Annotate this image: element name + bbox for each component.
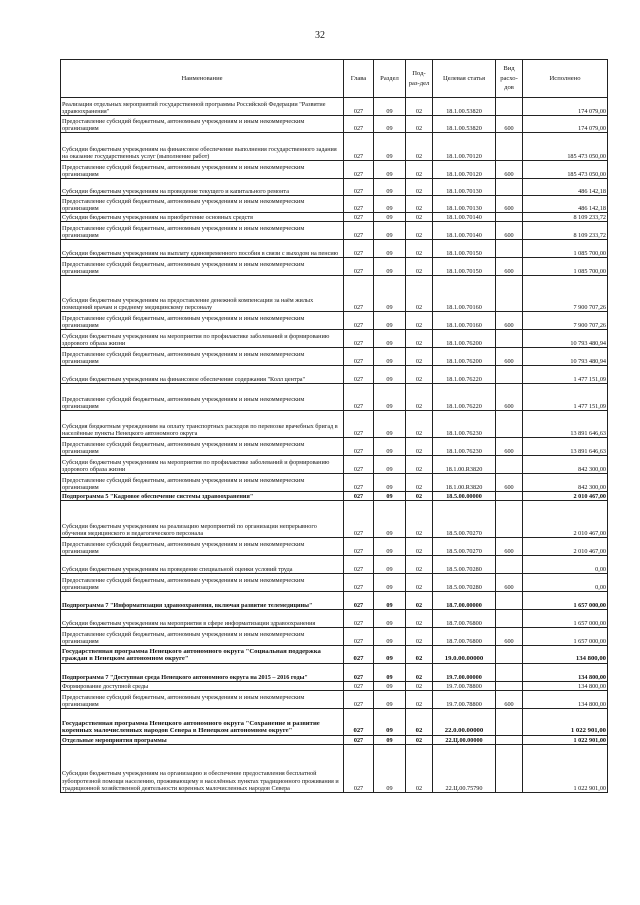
cell-glava: 027 [344, 133, 374, 161]
cell-razdel: 09 [374, 366, 406, 384]
cell-executed: 1 477 151,09 [523, 366, 608, 384]
cell-name: Предоставление субсидий бюджетным, автономным учреждениям и иным некоммерческим организациям [61, 474, 344, 492]
table-row [61, 116, 608, 133]
cell-name: Субсидии бюджетным учреждениям на предоставление денежной компенсации за наём жилых помещений врачам и среднему медицинскому персоналу [61, 276, 344, 312]
cell-glava: 027 [344, 258, 374, 276]
table-row [61, 610, 608, 628]
cell-expense-type [496, 133, 523, 161]
cell-target-article: 18.1.00.53820 [433, 116, 496, 133]
cell-razdel: 09 [374, 411, 406, 438]
cell-glava: 027 [344, 538, 374, 556]
header-podrazdel: Под-раз-дел [406, 60, 433, 98]
table-row [61, 161, 608, 179]
cell-name: Подпрограмма 7 "Доступная среда Ненецкого автономного округа на 2015 – 2016 годы" [61, 664, 344, 682]
cell-podrazdel: 02 [406, 179, 433, 196]
header-executed: Исполнено [523, 60, 608, 98]
cell-expense-type: 600 [496, 538, 523, 556]
cell-glava: 027 [344, 556, 374, 574]
cell-glava: 027 [344, 438, 374, 456]
cell-razdel: 09 [374, 161, 406, 179]
cell-podrazdel: 02 [406, 538, 433, 556]
cell-podrazdel: 02 [406, 222, 433, 240]
budget-table [60, 59, 608, 793]
table-row [61, 691, 608, 709]
cell-target-article: 19.7.00.00000 [433, 664, 496, 682]
cell-target-article: 18.1.00.70130 [433, 179, 496, 196]
table-row [61, 628, 608, 646]
cell-podrazdel: 02 [406, 133, 433, 161]
table-row [61, 98, 608, 116]
cell-expense-type [496, 240, 523, 258]
cell-glava: 027 [344, 492, 374, 501]
cell-glava: 027 [344, 646, 374, 664]
cell-target-article: 18.1.00.70150 [433, 258, 496, 276]
table-row [61, 222, 608, 240]
cell-razdel: 09 [374, 682, 406, 691]
cell-podrazdel: 02 [406, 574, 433, 592]
cell-executed: 0,00 [523, 574, 608, 592]
table-row [61, 213, 608, 222]
cell-expense-type [496, 456, 523, 474]
table-row [61, 456, 608, 474]
cell-executed: 10 793 480,94 [523, 330, 608, 348]
cell-executed: 174 079,00 [523, 116, 608, 133]
cell-glava: 027 [344, 592, 374, 610]
cell-target-article: 18.7.00.00000 [433, 592, 496, 610]
cell-glava: 027 [344, 276, 374, 312]
cell-name: Отдельные мероприятия программы [61, 736, 344, 745]
cell-expense-type [496, 736, 523, 745]
cell-razdel: 09 [374, 276, 406, 312]
table-row [61, 196, 608, 213]
cell-podrazdel: 02 [406, 384, 433, 411]
cell-expense-type: 600 [496, 628, 523, 646]
cell-executed: 8 109 233,72 [523, 213, 608, 222]
cell-podrazdel: 02 [406, 682, 433, 691]
header-expense-type: Вид расхо-дов [496, 60, 523, 98]
cell-executed: 134 800,00 [523, 664, 608, 682]
cell-glava: 027 [344, 116, 374, 133]
cell-target-article: 22.Ц.00.00000 [433, 736, 496, 745]
cell-target-article: 18.7.00.76800 [433, 610, 496, 628]
cell-name: Субсидии бюджетным учреждениям на мероприятия по профилактике заболеваний и формированию здорового образа жизни [61, 456, 344, 474]
cell-executed: 134 800,00 [523, 691, 608, 709]
cell-razdel: 09 [374, 213, 406, 222]
cell-razdel: 09 [374, 745, 406, 793]
cell-glava: 027 [344, 628, 374, 646]
cell-name: Подпрограмма 5 "Кадровое обеспечение системы здравоохранения" [61, 492, 344, 501]
cell-target-article: 22.Ц.00.75790 [433, 745, 496, 793]
cell-target-article: 18.1.00.70120 [433, 161, 496, 179]
cell-expense-type: 600 [496, 196, 523, 213]
cell-razdel: 09 [374, 133, 406, 161]
cell-target-article: 18.1.00.76230 [433, 411, 496, 438]
cell-expense-type [496, 501, 523, 538]
cell-executed: 185 473 050,00 [523, 133, 608, 161]
cell-name: Предоставление субсидий бюджетным, автономным учреждениям и иным некоммерческим организациям [61, 312, 344, 330]
cell-expense-type: 600 [496, 691, 523, 709]
cell-expense-type: 600 [496, 116, 523, 133]
table-row [61, 492, 608, 501]
cell-podrazdel: 02 [406, 116, 433, 133]
cell-glava: 027 [344, 610, 374, 628]
cell-razdel: 09 [374, 330, 406, 348]
cell-executed: 0,00 [523, 556, 608, 574]
cell-podrazdel: 02 [406, 736, 433, 745]
table-row [61, 574, 608, 592]
cell-expense-type [496, 682, 523, 691]
cell-executed: 2 010 467,00 [523, 492, 608, 501]
cell-glava: 027 [344, 411, 374, 438]
cell-expense-type: 600 [496, 312, 523, 330]
cell-razdel: 09 [374, 736, 406, 745]
cell-target-article: 18.1.00.R3820 [433, 474, 496, 492]
header-name: Наименование [61, 60, 344, 98]
table-row [61, 438, 608, 456]
cell-razdel: 09 [374, 98, 406, 116]
cell-executed: 486 142,18 [523, 196, 608, 213]
table-row [61, 736, 608, 745]
cell-expense-type [496, 179, 523, 196]
cell-name: Субсидии бюджетным учреждениям на проведение текущего и капитального ремонта [61, 179, 344, 196]
cell-razdel: 09 [374, 501, 406, 538]
cell-razdel: 09 [374, 574, 406, 592]
cell-expense-type [496, 213, 523, 222]
cell-name: Предоставление субсидий бюджетным, автономным учреждениям и иным некоммерческим организациям [61, 196, 344, 213]
cell-name: Субсидии бюджетным учреждениям на финансовое обеспечение содержания "Колл центра" [61, 366, 344, 384]
cell-razdel: 09 [374, 384, 406, 411]
cell-name: Предоставление субсидий бюджетным, автономным учреждениям и иным некоммерческим организациям [61, 258, 344, 276]
cell-executed: 1 657 000,00 [523, 628, 608, 646]
cell-name: Предоставление субсидий бюджетным, автономным учреждениям и иным некоммерческим организациям [61, 538, 344, 556]
cell-expense-type [496, 411, 523, 438]
table-row [61, 330, 608, 348]
cell-target-article: 19.7.00.78800 [433, 682, 496, 691]
cell-target-article: 18.5.00.70280 [433, 574, 496, 592]
cell-name: Предоставление субсидий бюджетным, автономным учреждениям и иным некоммерческим организациям [61, 116, 344, 133]
cell-name: Формирование доступной среды [61, 682, 344, 691]
cell-glava: 027 [344, 179, 374, 196]
cell-glava: 027 [344, 98, 374, 116]
cell-target-article: 18.1.00.R3820 [433, 456, 496, 474]
cell-podrazdel: 02 [406, 501, 433, 538]
page-number: 32 [315, 30, 325, 41]
table-row [61, 348, 608, 366]
cell-name: Подпрограмма 7 "Информатизация здравоохранения, включая развитие телемедицины" [61, 592, 344, 610]
cell-name: Предоставление субсидий бюджетным, автономным учреждениям и иным некоммерческим организациям [61, 222, 344, 240]
header-razdel: Раздел [374, 60, 406, 98]
table-row [61, 312, 608, 330]
cell-expense-type [496, 330, 523, 348]
cell-razdel: 09 [374, 258, 406, 276]
cell-glava: 027 [344, 312, 374, 330]
cell-razdel: 09 [374, 492, 406, 501]
cell-name: Предоставление субсидий бюджетным, автономным учреждениям и иным некоммерческим организациям [61, 628, 344, 646]
cell-podrazdel: 02 [406, 691, 433, 709]
cell-glava: 027 [344, 196, 374, 213]
cell-name: Предоставление субсидий бюджетным, автономным учреждениям и иным некоммерческим организациям [61, 161, 344, 179]
cell-razdel: 09 [374, 474, 406, 492]
cell-expense-type [496, 664, 523, 682]
cell-expense-type [496, 745, 523, 793]
cell-glava: 027 [344, 745, 374, 793]
cell-razdel: 09 [374, 628, 406, 646]
cell-podrazdel: 02 [406, 592, 433, 610]
cell-executed: 7 900 707,26 [523, 276, 608, 312]
cell-expense-type [496, 709, 523, 736]
cell-podrazdel: 02 [406, 492, 433, 501]
cell-target-article: 18.1.00.76220 [433, 384, 496, 411]
cell-name: Субсидии бюджетным учреждениям на организацию и обеспечение предоставления бесплатной зубопротезной помощи населению, проживающему в населённых пунктах традиционного проживания и традиционной хозяйственной деятельности коренных малочисленных народов Севера [61, 745, 344, 793]
cell-razdel: 09 [374, 348, 406, 366]
cell-name: Государственная программа Ненецкого автономного округа "Социальная поддержка граждан в Ненецком автономном округе" [61, 646, 344, 664]
cell-glava: 027 [344, 736, 374, 745]
cell-glava: 027 [344, 474, 374, 492]
cell-expense-type: 600 [496, 438, 523, 456]
cell-podrazdel: 02 [406, 411, 433, 438]
cell-target-article: 18.1.00.70160 [433, 312, 496, 330]
table-row [61, 258, 608, 276]
cell-razdel: 09 [374, 240, 406, 258]
cell-expense-type: 600 [496, 348, 523, 366]
cell-podrazdel: 02 [406, 745, 433, 793]
cell-glava: 027 [344, 330, 374, 348]
cell-expense-type: 600 [496, 222, 523, 240]
cell-target-article: 18.1.00.70120 [433, 133, 496, 161]
cell-executed: 13 891 646,63 [523, 438, 608, 456]
cell-name: Субсидии бюджетным учреждениям на приобретение основных средств [61, 213, 344, 222]
cell-expense-type: 600 [496, 384, 523, 411]
cell-glava: 027 [344, 691, 374, 709]
cell-executed: 10 793 480,94 [523, 348, 608, 366]
cell-razdel: 09 [374, 709, 406, 736]
cell-expense-type [496, 492, 523, 501]
cell-glava: 027 [344, 456, 374, 474]
cell-razdel: 09 [374, 664, 406, 682]
table-row [61, 646, 608, 664]
cell-podrazdel: 02 [406, 628, 433, 646]
cell-executed: 7 900 707,26 [523, 312, 608, 330]
cell-razdel: 09 [374, 556, 406, 574]
cell-expense-type [496, 556, 523, 574]
cell-podrazdel: 02 [406, 258, 433, 276]
cell-podrazdel: 02 [406, 98, 433, 116]
cell-glava: 027 [344, 384, 374, 411]
cell-podrazdel: 02 [406, 664, 433, 682]
cell-razdel: 09 [374, 610, 406, 628]
table-row [61, 179, 608, 196]
table-row [61, 276, 608, 312]
cell-razdel: 09 [374, 538, 406, 556]
cell-podrazdel: 02 [406, 196, 433, 213]
table-row [61, 709, 608, 736]
cell-expense-type [496, 592, 523, 610]
table-row [61, 366, 608, 384]
cell-target-article: 18.1.00.70140 [433, 213, 496, 222]
cell-target-article: 18.1.00.76200 [433, 348, 496, 366]
cell-glava: 027 [344, 348, 374, 366]
cell-razdel: 09 [374, 438, 406, 456]
cell-expense-type [496, 646, 523, 664]
cell-glava: 027 [344, 240, 374, 258]
cell-target-article: 18.5.00.70270 [433, 501, 496, 538]
cell-expense-type: 600 [496, 161, 523, 179]
cell-name: Субсидии бюджетным учреждениям на реализацию мероприятий по организации непрерывного обучения медицинского и педагогического персонала [61, 501, 344, 538]
cell-target-article: 18.1.00.70130 [433, 196, 496, 213]
cell-expense-type [496, 276, 523, 312]
cell-podrazdel: 02 [406, 438, 433, 456]
table-row [61, 411, 608, 438]
cell-target-article: 18.5.00.70270 [433, 538, 496, 556]
table-row [61, 745, 608, 793]
cell-glava: 027 [344, 682, 374, 691]
cell-podrazdel: 02 [406, 366, 433, 384]
table-row [61, 556, 608, 574]
cell-target-article: 19.0.00.00000 [433, 646, 496, 664]
cell-glava: 027 [344, 222, 374, 240]
cell-target-article: 18.5.00.00000 [433, 492, 496, 501]
cell-executed: 2 010 467,00 [523, 501, 608, 538]
cell-executed: 1 657 000,00 [523, 592, 608, 610]
table-row [61, 240, 608, 258]
cell-glava: 027 [344, 213, 374, 222]
cell-executed: 1 085 700,00 [523, 240, 608, 258]
cell-executed: 842 300,00 [523, 456, 608, 474]
cell-name: Предоставление субсидий бюджетным, автономным учреждениям и иным некоммерческим организациям [61, 691, 344, 709]
cell-podrazdel: 02 [406, 709, 433, 736]
cell-glava: 027 [344, 574, 374, 592]
cell-podrazdel: 02 [406, 474, 433, 492]
cell-executed: 1 477 151,09 [523, 384, 608, 411]
cell-name: Предоставление субсидий бюджетным, автономным учреждениям и иным некоммерческим организациям [61, 384, 344, 411]
cell-name: Предоставление субсидий бюджетным, автономным учреждениям и иным некоммерческим организациям [61, 438, 344, 456]
cell-executed: 1 085 700,00 [523, 258, 608, 276]
cell-razdel: 09 [374, 646, 406, 664]
cell-podrazdel: 02 [406, 213, 433, 222]
header-target-article: Целевая статья [433, 60, 496, 98]
cell-razdel: 09 [374, 456, 406, 474]
cell-name: Субсидии бюджетным учреждениям на проведение специальной оценки условий труда [61, 556, 344, 574]
cell-razdel: 09 [374, 196, 406, 213]
cell-target-article: 18.1.00.53820 [433, 98, 496, 116]
cell-name: Предоставление субсидий бюджетным, автономным учреждениям и иным некоммерческим организациям [61, 574, 344, 592]
cell-executed: 1 657 000,00 [523, 610, 608, 628]
cell-expense-type [496, 98, 523, 116]
cell-target-article: 18.7.00.76800 [433, 628, 496, 646]
cell-razdel: 09 [374, 312, 406, 330]
table-row [61, 592, 608, 610]
table-row [61, 538, 608, 556]
cell-target-article: 22.0.00.00000 [433, 709, 496, 736]
cell-target-article: 18.5.00.70280 [433, 556, 496, 574]
cell-glava: 027 [344, 664, 374, 682]
cell-executed: 8 109 233,72 [523, 222, 608, 240]
cell-executed: 134 800,00 [523, 646, 608, 664]
cell-target-article: 19.7.00.78800 [433, 691, 496, 709]
cell-podrazdel: 02 [406, 276, 433, 312]
cell-executed: 1 022 901,00 [523, 736, 608, 745]
cell-podrazdel: 02 [406, 646, 433, 664]
cell-expense-type [496, 366, 523, 384]
cell-glava: 027 [344, 366, 374, 384]
cell-target-article: 18.1.00.76220 [433, 366, 496, 384]
cell-glava: 027 [344, 709, 374, 736]
cell-podrazdel: 02 [406, 240, 433, 258]
cell-expense-type: 600 [496, 574, 523, 592]
cell-name: Предоставление субсидий бюджетным, автономным учреждениям и иным некоммерческим организациям [61, 348, 344, 366]
table-header-row [61, 60, 608, 98]
cell-podrazdel: 02 [406, 161, 433, 179]
table-row [61, 682, 608, 691]
cell-target-article: 18.1.00.70140 [433, 222, 496, 240]
cell-target-article: 18.1.00.76200 [433, 330, 496, 348]
cell-name: Субсидии бюджетным учреждениям на финансовое обеспечение выполнения государственного задания на оказание государственных услуг (выполнение работ) [61, 133, 344, 161]
cell-razdel: 09 [374, 179, 406, 196]
header-glava: Глава [344, 60, 374, 98]
cell-name: Реализация отдельных мероприятий государственной программы Российской Федерации "Развитие здравоохранения" [61, 98, 344, 116]
cell-podrazdel: 02 [406, 610, 433, 628]
cell-target-article: 18.1.00.70160 [433, 276, 496, 312]
cell-executed: 185 473 050,00 [523, 161, 608, 179]
table-row [61, 501, 608, 538]
table-row [61, 664, 608, 682]
cell-name: Субсидии бюджетным учреждениям на мероприятия по профилактике заболеваний и формированию здорового образа жизни [61, 330, 344, 348]
cell-razdel: 09 [374, 592, 406, 610]
cell-executed: 134 800,00 [523, 682, 608, 691]
cell-target-article: 18.1.00.76230 [433, 438, 496, 456]
cell-razdel: 09 [374, 116, 406, 133]
cell-razdel: 09 [374, 691, 406, 709]
cell-executed: 13 891 646,63 [523, 411, 608, 438]
cell-name: Субсидии бюджетным учреждениям на мероприятия в сфере информатизации здравоохранения [61, 610, 344, 628]
cell-podrazdel: 02 [406, 312, 433, 330]
cell-executed: 1 022 901,00 [523, 745, 608, 793]
cell-podrazdel: 02 [406, 556, 433, 574]
cell-target-article: 18.1.00.70150 [433, 240, 496, 258]
table-row [61, 384, 608, 411]
cell-podrazdel: 02 [406, 456, 433, 474]
cell-name: Субсидии бюджетным учреждениям на выплату единовременного пособия в связи с выходом на пенсию [61, 240, 344, 258]
cell-podrazdel: 02 [406, 330, 433, 348]
cell-executed: 2 010 467,00 [523, 538, 608, 556]
cell-executed: 486 142,18 [523, 179, 608, 196]
cell-executed: 174 079,00 [523, 98, 608, 116]
cell-name: Государственная программа Ненецкого автономного округа "Сохранение и развитие коренных малочисленных народов Севера в Ненецком автономном округе" [61, 709, 344, 736]
cell-name: Субсидия бюджетным учреждениям на оплату транспортных расходов по перевозке врачебных бригад в населённые пункты Ненецкого автономного округа [61, 411, 344, 438]
cell-glava: 027 [344, 501, 374, 538]
table-row [61, 474, 608, 492]
cell-expense-type: 600 [496, 474, 523, 492]
cell-glava: 027 [344, 161, 374, 179]
cell-podrazdel: 02 [406, 348, 433, 366]
cell-executed: 842 300,00 [523, 474, 608, 492]
table-row [61, 133, 608, 161]
cell-expense-type [496, 610, 523, 628]
cell-razdel: 09 [374, 222, 406, 240]
cell-executed: 1 022 901,00 [523, 709, 608, 736]
cell-expense-type: 600 [496, 258, 523, 276]
